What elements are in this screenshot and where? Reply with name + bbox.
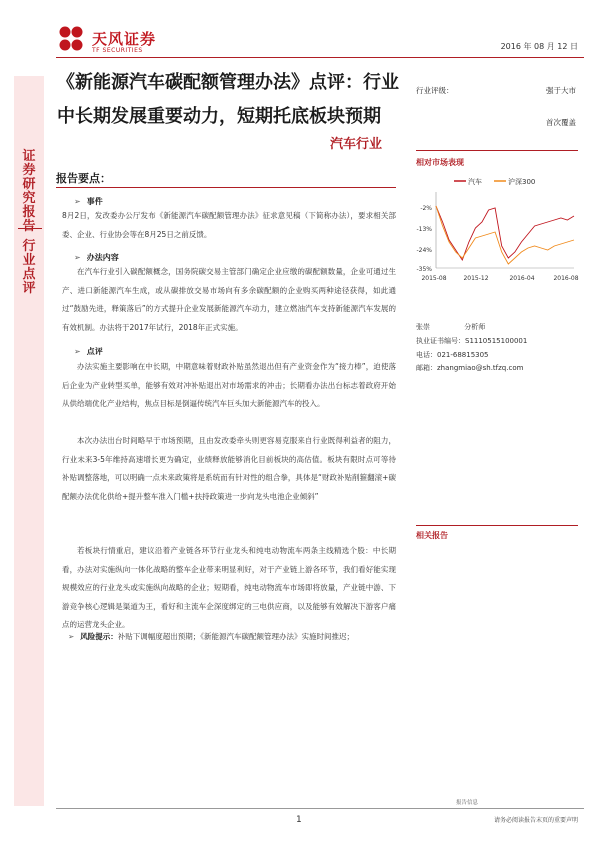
- risk-text: 补贴下调幅度超出预期；《新能源汽车碳配额管理办法》实施时间推迟；: [117, 632, 355, 641]
- legend-label-auto: 汽车: [468, 178, 482, 186]
- y-tick-label: -35%: [416, 266, 432, 273]
- sidebar-category: 行业点评: [22, 239, 36, 296]
- bullet-icon: ➢: [74, 253, 81, 262]
- x-tick-label: 2015-12: [463, 275, 489, 282]
- event-paragraph: 8月2日，发改委办公厅发布《新能源汽车碳配额管理办法》征求意见稿（下简称办法），要求相关部委、企业、行业协会等在8月25日之前反馈。: [62, 211, 396, 239]
- report-date: 2016 年 08 月 12 日: [500, 42, 578, 51]
- summary-heading: 报告要点：: [56, 172, 111, 185]
- y-tick-label: -24%: [416, 247, 432, 254]
- series-line-auto: [436, 206, 574, 260]
- comment-paragraph-3: 若板块行情重启，建议沿着产业链各环节行业龙头和纯电动物流车两条主线精选个股：中长期看，办法对实施纵向一体化战略的整车企业带来明显利好，对于产业链上游各环节，我们看好能实现规模效应的行业龙头或实施纵向战略的企业；短期看，纯电动物流车市场即将放量，产业链中游、下游竞争核心逻辑是渠道为王，看好和主流车企深度绑定的三电供应商，以及能够有效解决下游客户痛点的运营龙头企业。: [62, 546, 396, 629]
- y-tick-label: -2%: [420, 205, 432, 212]
- page-number: 1: [296, 815, 302, 825]
- series-line-hs300: [436, 206, 574, 264]
- sidebar-divider: [18, 228, 42, 229]
- risk-title: 风险提示：: [80, 632, 118, 641]
- bullet-icon: ➢: [74, 197, 81, 206]
- analyst-license: 执业证书编号：S1110515100001: [416, 337, 528, 345]
- comment-paragraph-1: 办法实施主要影响在中长期，中期意味着财政补贴虽然退出但有产业资金作为“接力棒”，迫使落后企业为产业转型买单，能够有效对冲补贴退出对市场需求的冲击；长期看办法出台标志着政府开始从供给端优化产业结构，焦点目标是倒逼传统汽车巨头加大新能源汽车的投入。: [62, 362, 396, 408]
- comment-paragraph-2: 本次办法出台时间略早于市场预期，且由发改委牵头则更容易克服来自行业既得利益者的阻力，行业未来3-5年维持高速增长更为确定，业绩释放能够消化目前板块的高估值。板块有限时点可等待补贴调整落地，可以明确一点未来政策将是系统而有针对性的组合拳，具体是“财政补贴削箍翻滚+碳配额办法优化供给+提升整车准入门槛+扶持政策进一步向龙头电池企业倾斜”: [62, 436, 396, 501]
- brand-name-en: TF SECURITIES: [92, 47, 143, 54]
- industry-label: 汽车行业: [330, 137, 383, 152]
- x-tick-label: 2016-04: [509, 275, 535, 282]
- method-paragraph: 在汽车行业引入碳配额概念，国务院碳交易主管部门确定企业应缴的碳配额数量，企业可通过生产、进口新能源汽车生成，或从碳排放交易市场向有多余碳配额的企业购买两种途径获得，如此通过“鼓励先进，释策落后”的方式提升企业发展新能源汽车动力，建立燃油汽车支持新能源汽车发展的有效机制。办法将于2017年试行，2018年正式实施。: [62, 267, 396, 332]
- sidebar-report-type: 证券研究报告: [22, 149, 36, 234]
- rating-status: 首次覆盖: [546, 118, 576, 127]
- analyst-email: 邮箱：zhangmiao@sh.tfzq.com: [416, 364, 524, 372]
- rating-label: 行业评级：: [416, 86, 454, 95]
- brand-name: 天风证券: [92, 30, 157, 48]
- event-title: 事件: [86, 197, 103, 206]
- related-divider: [416, 525, 578, 526]
- report-title-line1: 《新能源汽车碳配额管理办法》点评：行业: [57, 72, 399, 93]
- related-heading: 相关报告: [416, 531, 448, 540]
- footer-divider: [56, 808, 584, 809]
- event-subheading: [74, 196, 103, 207]
- rating-value: 强于大市: [546, 86, 576, 95]
- method-subheading: [74, 252, 119, 263]
- bullet-icon: ➢: [74, 347, 81, 356]
- analyst-name: 张崇: [416, 323, 430, 331]
- brand-logo-icon: [56, 24, 86, 54]
- analyst-phone: 电话：021-68815305: [416, 351, 489, 359]
- bullet-icon: ➢: [68, 632, 75, 641]
- footer-disclaimer: 请务必阅读报告末页的重要声明: [493, 817, 578, 824]
- summary-divider: [56, 187, 396, 188]
- report-info-label: 报告信息: [456, 800, 479, 806]
- risk-block: [68, 628, 398, 646]
- x-tick-label: 2015-08: [421, 275, 447, 282]
- analyst-name-row: [416, 322, 485, 332]
- x-tick-label: 2016-08: [553, 275, 579, 282]
- analyst-title: 分析师: [464, 323, 486, 331]
- comment-title: 点评: [86, 347, 103, 356]
- market-chart: [414, 172, 582, 288]
- report-title-line2: 中长期发展重要动力，短期托底板块预期: [57, 106, 381, 127]
- chart-series-group: [436, 206, 574, 264]
- method-title: 办法内容: [86, 253, 119, 262]
- report-title: [57, 66, 402, 134]
- comment-subheading: [74, 346, 103, 357]
- market-heading: 相对市场表现: [416, 158, 464, 167]
- legend-label-hs300: 沪深300: [508, 178, 536, 186]
- market-divider: [416, 150, 578, 151]
- y-tick-label: -13%: [416, 226, 432, 233]
- header-divider: [56, 57, 584, 58]
